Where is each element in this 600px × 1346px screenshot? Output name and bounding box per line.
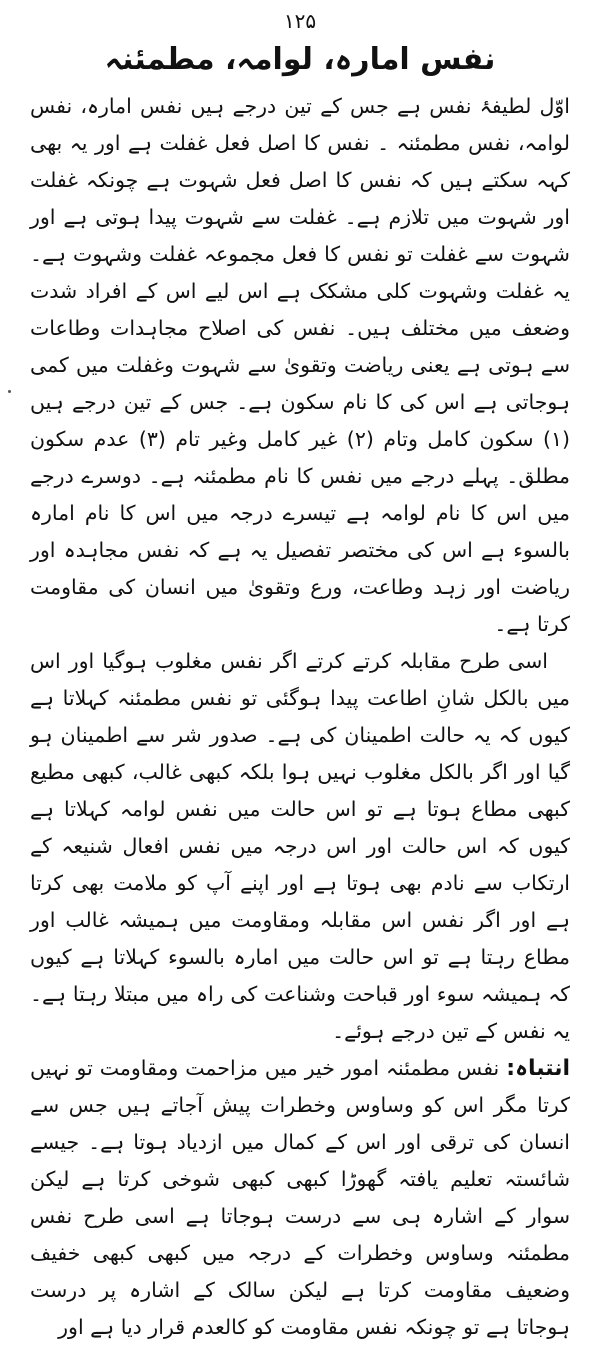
note-paragraph <box>30 1050 570 1346</box>
margin-speck <box>8 390 11 393</box>
paragraph-2: اسی طرح مقابلہ کرتے کرتے اگر نفس مغلوب ہوگیا اور اس میں بالکل شانِ اطاعت پیدا ہوگئی تو نفس مطمئنہ کہلاتا ہے کیوں کہ یہ حالت اطمینان کی ہے۔ صدور شر سے اطمینان ہو گیا اور اگر بالکل مغلوب نہیں ہوا بلکہ کبھی غالب، کبھی مطیع کبھی مطاع ہوتا ہے تو اس حالت میں نفس لوامہ کہلاتا ہے کیوں کہ اس حالت اور اس درجہ میں نفس افعال شنیعہ کے ارتکاب سے نادم بھی ہوتا ہے اور اپنے آپ کو ملامت بھی کرتا ہے اور اگر نفس اس مقابلہ ومقاومت میں ہمیشہ غالب اور مطاع رہتا ہے تو اس حالت میں امارہ بالسوء کہلاتا ہے کیوں کہ ہمیشہ سوء اور قباحت وشناعت کی راہ میں مبتلا رہتا ہے۔ یہ نفس کے تین درجے ہوئے۔ <box>30 649 570 1043</box>
note-label: انتباہ: <box>506 1056 570 1081</box>
note-text: نفس مطمئنہ امور خیر میں مزاحمت ومقاومت تو نہیں کرتا مگر اس کو وساوس وخطرات پیش آجاتے ہیں جس سے انسان کی ترقی اور اس کے کمال میں ازدیاد ہوتا ہے۔ جیسے شائستہ تعلیم یافتہ گھوڑا کبھی کبھی شوخی کرتا ہے لیکن سوار کے اشارہ ہی سے درست ہوجاتا ہے اسی طرح نفس مطمئنہ وساوس وخطرات کے درجہ میں کبھی کبھی خفیف وضعیف مقاومت کرتا ہے لیکن سالک کے اشارہ پر درست ہوجاتا ہے تو چونکہ نفس مقاومت کو کالعدم قرار دیا ہے اور <box>30 1056 570 1339</box>
page-number: ۱۲۵ <box>283 9 317 33</box>
page-heading: نفس امارہ، لوامہ، مطمئنہ <box>104 42 496 77</box>
paragraph-1: اوّل لطیفۂ نفس ہے جس کے تین درجے ہیں نفس امارہ، نفس لوامہ، نفس مطمئنہ ۔ نفس کا اصل فعل غفلت ہے اور یہ بھی کہہ سکتے ہیں کہ نفس کا اصل فعل شہوت ہے چونکہ غفلت اور شہوت میں تلازم ہے۔ غفلت سے شہوت پیدا ہوتی ہے اور شہوت سے غفلت تو نفس کا فعل مجموعہ غفلت وشہوت ہے۔ یہ غفلت وشہوت کلی مشکک ہے اس لیے اس کے افراد شدت وضعف میں مختلف ہیں۔ نفس کی اصلاح مجاہدات وطاعات سے ہوتی ہے یعنی ریاضت وتقویٰ سے شہوت وغفلت میں کمی ہوجاتی ہے اس کی کا نام سکون ہے۔ جس کے تین درجے ہیں (۱) سکون کامل وتام (۲) غیر کامل وغیر تام (۳) عدم سکون مطلق۔ پہلے درجے میں نفس کا نام مطمئنہ ہے۔ دوسرے درجے میں اس کا نام لوامہ ہے تیسرے درجہ میں اس کا نام امارہ بالسوء ہے اس کی مختصر تفصیل یہ ہے کہ نفس مجاہدہ اور ریاضت اور زہد وطاعت، ورع وتقویٰ میں انسان کی مقاومت کرتا ہے۔ <box>30 94 571 636</box>
